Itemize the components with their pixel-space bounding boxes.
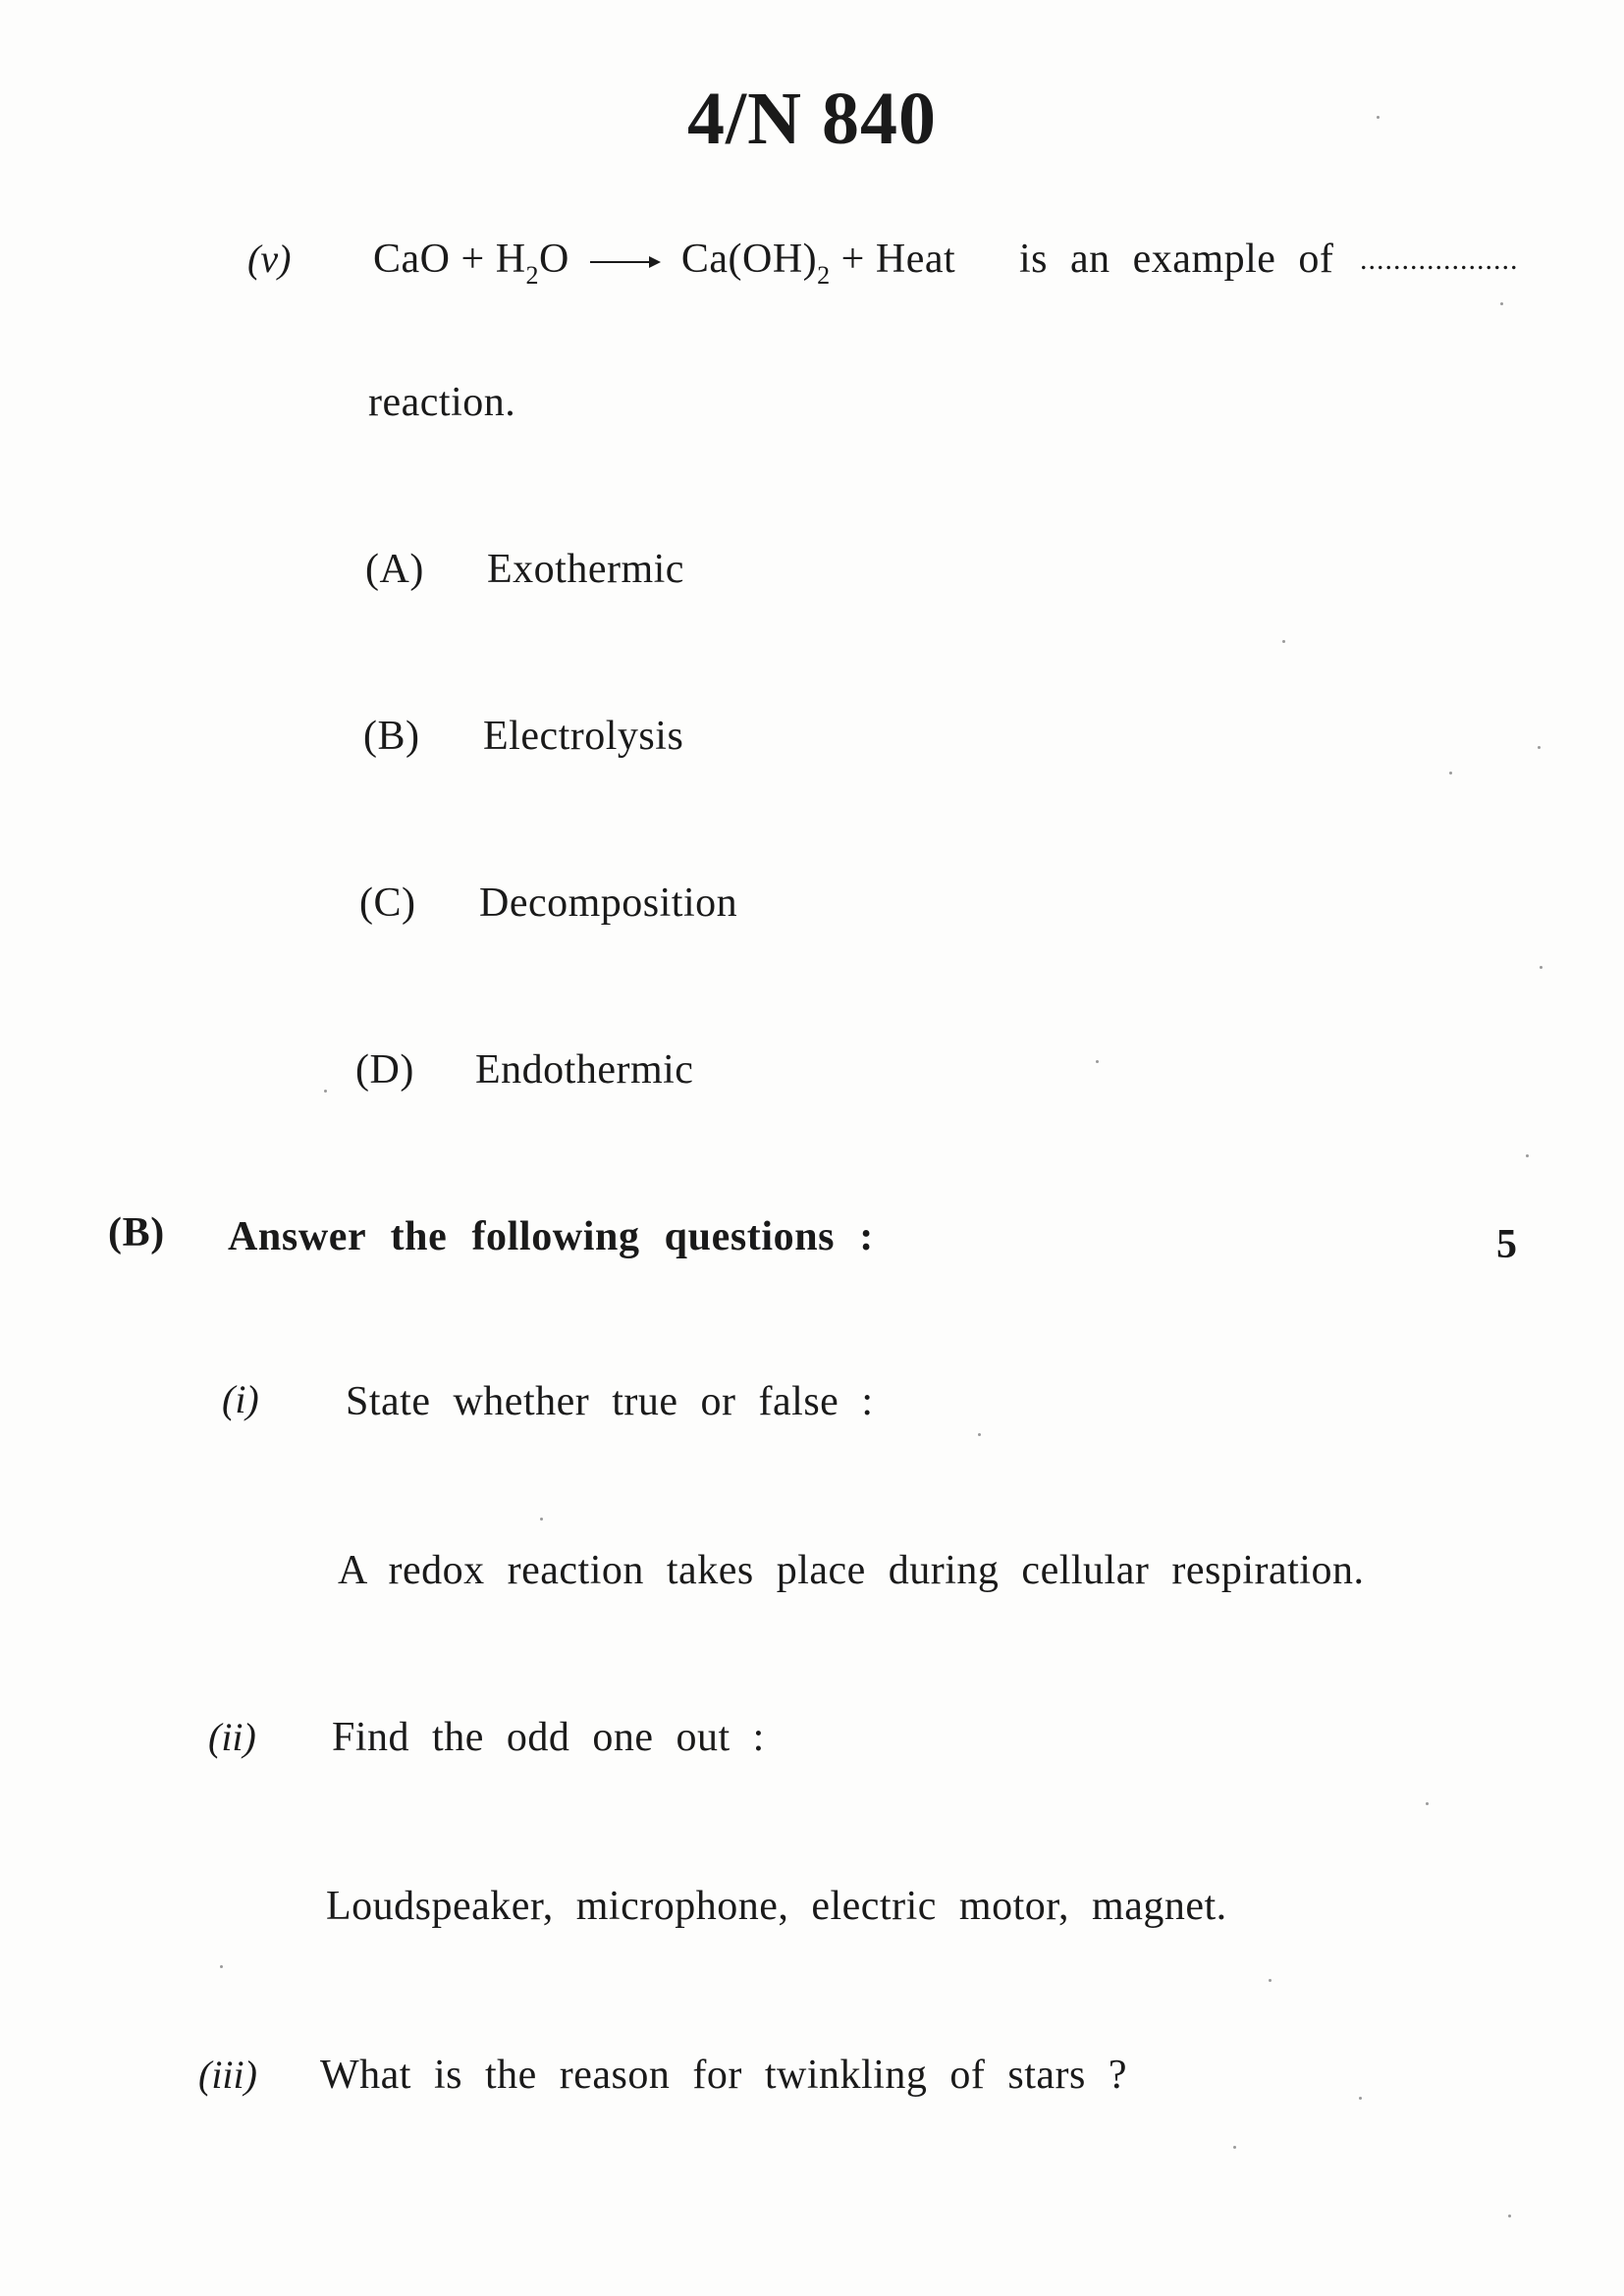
reaction-arrow-icon bbox=[590, 256, 661, 268]
option-b-label: (B) bbox=[363, 714, 420, 759]
option-c-label: (C) bbox=[359, 881, 416, 926]
scan-speck bbox=[1282, 640, 1285, 643]
plus-sign: + bbox=[460, 237, 485, 282]
question-i-number: (i) bbox=[222, 1377, 259, 1421]
chemical-equation bbox=[373, 236, 955, 291]
question-ii-prompt: Find the odd one out : bbox=[332, 1715, 765, 1760]
question-ii-number: (ii) bbox=[208, 1715, 256, 1759]
scan-speck bbox=[324, 1090, 327, 1093]
paper-code: 4/N 840 bbox=[687, 78, 937, 160]
scan-speck bbox=[1500, 302, 1503, 305]
option-a-text: Exothermic bbox=[487, 547, 684, 592]
question-i-prompt: State whether true or false : bbox=[346, 1379, 874, 1424]
scan-speck bbox=[1508, 2215, 1511, 2217]
question-v-stem-continuation: reaction. bbox=[368, 380, 516, 425]
question-v-stem-tail: is an example of bbox=[1019, 237, 1334, 282]
question-i-detail: A redox reaction takes place during cellular respiration. bbox=[338, 1548, 1365, 1593]
option-d-label: (D) bbox=[355, 1047, 414, 1093]
scan-speck bbox=[1233, 2146, 1236, 2149]
question-iii-number: (iii) bbox=[198, 2053, 257, 2097]
product-heat: Heat bbox=[875, 237, 956, 282]
section-b-marks: 5 bbox=[1496, 1222, 1517, 1267]
section-b-heading: Answer the following questions : bbox=[228, 1214, 874, 1259]
scan-speck bbox=[540, 1518, 543, 1521]
scan-speck bbox=[1426, 1802, 1429, 1805]
scan-speck bbox=[1377, 116, 1380, 119]
reactant-water: $H_2O$ bbox=[495, 237, 569, 290]
option-a-label: (A) bbox=[365, 547, 424, 592]
scan-speck bbox=[1540, 966, 1543, 969]
reactant-cao: CaO bbox=[373, 237, 451, 282]
scan-speck bbox=[1449, 772, 1452, 774]
answer-blank: ................... bbox=[1360, 243, 1519, 276]
scan-speck bbox=[1269, 1979, 1272, 1982]
scan-speck bbox=[1538, 746, 1541, 749]
option-d-text: Endothermic bbox=[475, 1047, 694, 1093]
product-calcium-hydroxide: $Ca(OH)_2$ bbox=[680, 237, 831, 290]
question-v-number: (v) bbox=[247, 237, 292, 281]
question-ii-detail: Loudspeaker, microphone, electric motor, magnet. bbox=[326, 1884, 1227, 1929]
option-b-text: Electrolysis bbox=[483, 714, 684, 759]
scan-speck bbox=[220, 1965, 223, 1968]
scan-speck bbox=[1096, 1060, 1099, 1063]
scan-speck bbox=[1526, 1154, 1529, 1157]
scan-speck bbox=[978, 1433, 981, 1436]
scan-speck bbox=[1359, 2097, 1362, 2100]
question-iii-prompt: What is the reason for twinkling of stars ? bbox=[320, 2053, 1127, 2098]
option-c-text: Decomposition bbox=[479, 881, 738, 926]
section-b-label: (B) bbox=[108, 1210, 165, 1255]
plus-sign: + bbox=[840, 237, 865, 282]
